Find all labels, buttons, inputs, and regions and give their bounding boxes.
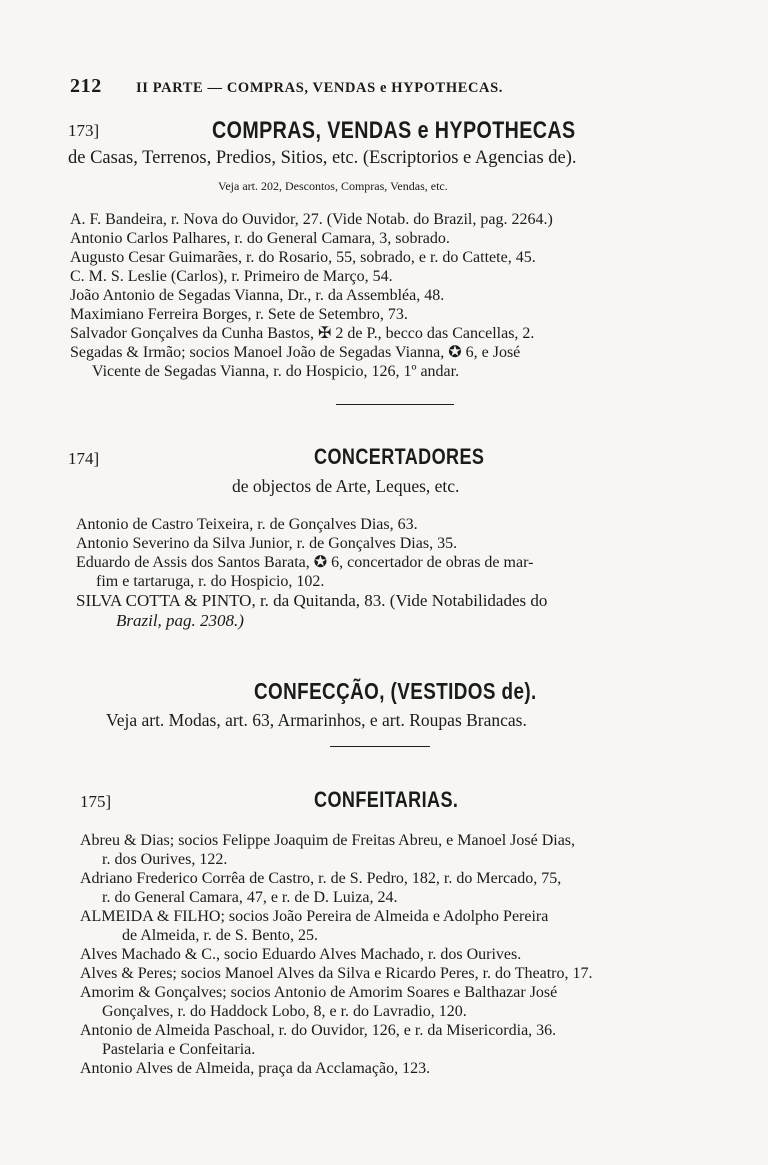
list-item: Adriano Frederico Corrêa de Castro, r. de S. Pedro, 182, r. do Mercado, 75, — [80, 870, 562, 887]
section-divider — [330, 746, 430, 747]
list-item: Segadas & Irmão; socios Manoel João de Segadas Vianna, ✪ 6, e José — [70, 344, 521, 361]
list-item: Antonio Carlos Palhares, r. do General Camara, 3, sobrado. — [70, 230, 450, 247]
section-175-title: CONFEITARIAS. — [314, 787, 459, 812]
list-item: A. F. Bandeira, r. Nova do Ouvidor, 27. (Vide Notab. do Brazil, pag. 2264.) — [70, 211, 553, 228]
list-item: Abreu & Dias; socios Felippe Joaquim de Freitas Abreu, e Manoel José Dias, — [80, 832, 576, 849]
section-174-number: 174] — [68, 449, 100, 468]
section-173-title: COMPRAS, VENDAS e HYPOTHECAS — [212, 117, 576, 144]
list-item: Brazil, pag. 2308.) — [116, 611, 244, 630]
running-header — [70, 75, 710, 98]
list-item: C. M. S. Leslie (Carlos), r. Primeiro de Março, 54. — [70, 268, 393, 285]
section-174-subtitle: de objectos de Arte, Leques, etc. — [232, 476, 460, 496]
list-item: Antonio de Castro Teixeira, r. de Gonçalves Dias, 63. — [76, 516, 418, 533]
confeccao-title: CONFECÇÃO, (VESTIDOS de). — [254, 678, 537, 704]
list-item: Antonio Alves de Almeida, praça da Acclamação, 123. — [80, 1060, 431, 1077]
list-item: fim e tartaruga, r. do Hospicio, 102. — [96, 573, 325, 590]
section-divider — [336, 404, 454, 405]
list-item: Eduardo de Assis dos Santos Barata, ✪ 6, concertador de obras de mar- — [76, 554, 534, 571]
list-item: Alves & Peres; socios Manoel Alves da Silva e Ricardo Peres, r. do Theatro, 17. — [80, 965, 593, 982]
list-item: Alves Machado & C., socio Eduardo Alves Machado, r. dos Ourives. — [80, 946, 522, 963]
confeccao-crossref: Veja art. Modas, art. 63, Armarinhos, e art. Roupas Brancas. — [106, 710, 527, 730]
list-item: Vicente de Segadas Vianna, r. do Hospicio, 126, 1º andar. — [92, 363, 460, 380]
list-item: SILVA COTTA & PINTO, r. da Quitanda, 83. (Vide Notabilidades do — [76, 591, 548, 610]
section-173-number: 173] — [68, 121, 100, 140]
list-item: Maximiano Ferreira Borges, r. Sete de Setembro, 73. — [70, 306, 408, 323]
section-174-title: CONCERTADORES — [314, 444, 485, 469]
list-item: ALMEIDA & FILHO; socios João Pereira de Almeida e Adolpho Pereira — [80, 908, 549, 925]
section-173-subtitle: de Casas, Terrenos, Predios, Sitios, etc. (Escriptorios e Agencias de). — [68, 148, 577, 168]
list-item: Augusto Cesar Guimarães, r. do Rosario, 55, sobrado, e r. do Cattete, 45. — [70, 249, 536, 266]
list-item: Gonçalves, r. do Haddock Lobo, 8, e r. do Lavradio, 120. — [102, 1003, 467, 1020]
list-item: r. dos Ourives, 122. — [102, 851, 228, 868]
list-item: Pastelaria e Confeitaria. — [102, 1041, 256, 1058]
list-item: r. do General Camara, 47, e r. de D. Luiza, 24. — [102, 889, 398, 906]
list-item: de Almeida, r. de S. Bento, 25. — [122, 927, 318, 944]
list-item: Amorim & Gonçalves; socios Antonio de Amorim Soares e Balthazar José — [80, 984, 558, 1001]
page-number: 212 — [70, 75, 102, 97]
section-173-crossref: Veja art. 202, Descontos, Compras, Vendas, etc. — [218, 179, 448, 193]
list-item: Salvador Gonçalves da Cunha Bastos, ✠ 2 de P., becco das Cancellas, 2. — [70, 325, 535, 342]
section-175-number: 175] — [80, 792, 112, 811]
list-item: João Antonio de Segadas Vianna, Dr., r. da Assembléa, 48. — [70, 287, 445, 304]
running-title: II PARTE — COMPRAS, VENDAS e HYPOTHECAS. — [136, 80, 503, 96]
list-item: Antonio de Almeida Paschoal, r. do Ouvidor, 126, e r. da Misericordia, 36. — [80, 1022, 557, 1039]
list-item: Antonio Severino da Silva Junior, r. de Gonçalves Dias, 35. — [76, 535, 458, 552]
